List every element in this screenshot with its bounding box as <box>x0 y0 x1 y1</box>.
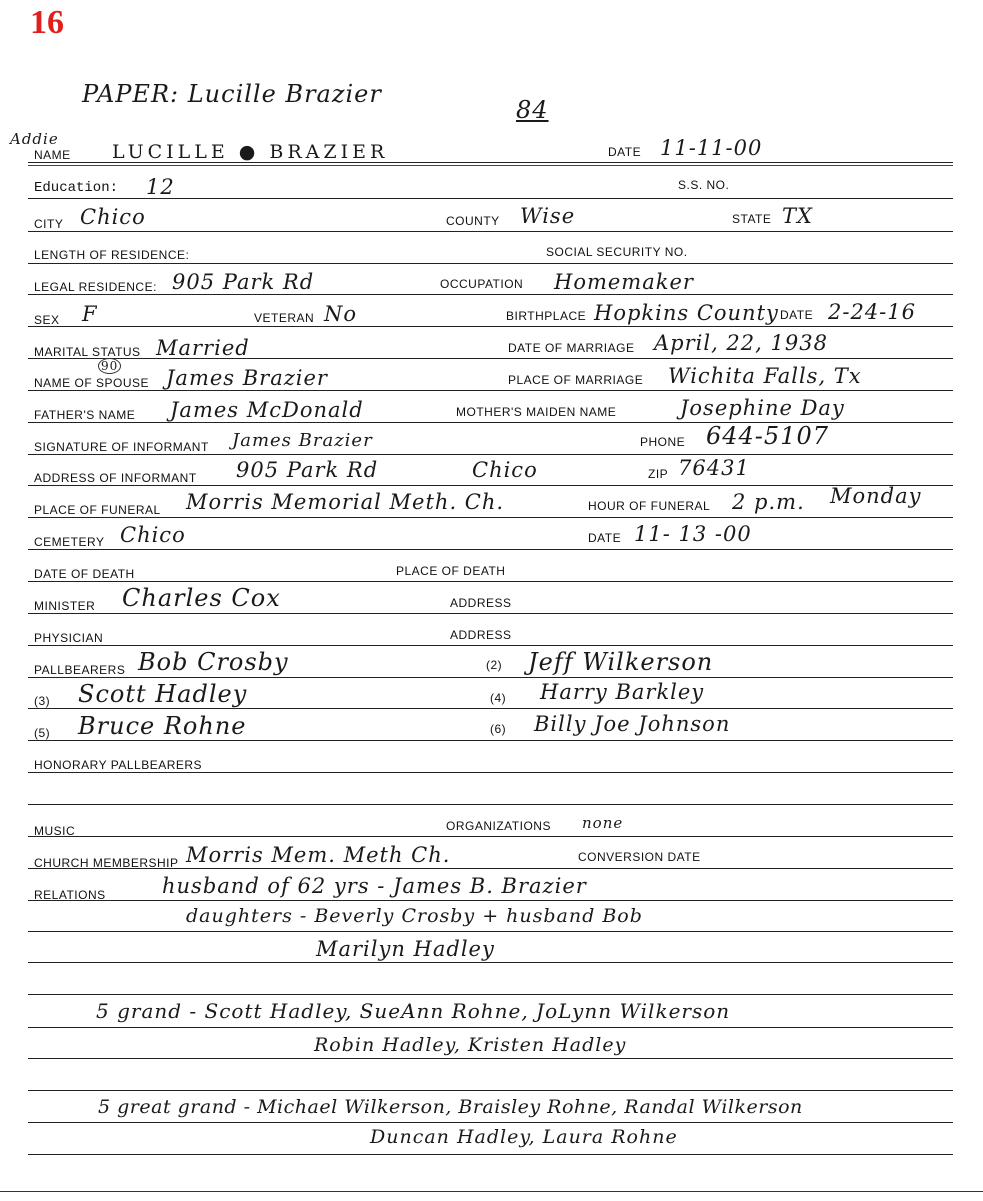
rule-relations-9 <box>28 1154 953 1155</box>
name-prefix: Addie <box>10 130 59 148</box>
funeral-hour-value: 2 p.m. <box>732 490 805 514</box>
pallbearer-num-6: (6) <box>490 722 507 736</box>
legal-label: LEGAL RESIDENCE: <box>34 280 157 294</box>
cemetery-date-value: 11- 13 -00 <box>634 522 752 546</box>
informant-addr-value: 905 Park Rd <box>236 458 379 482</box>
city-value: Chico <box>80 205 146 229</box>
rule-physician <box>28 645 953 646</box>
zip-value: 76431 <box>678 456 750 480</box>
physician-label: PHYSICIAN <box>34 631 104 645</box>
dom-value: April, 22, 1938 <box>654 331 828 355</box>
occupation-label: OCCUPATION <box>440 277 524 291</box>
rule-death <box>28 581 953 582</box>
pallbearer-num-3: (3) <box>34 694 51 708</box>
birth-date-value: 2-24-16 <box>828 300 916 324</box>
pallbearer-4: Harry Barkley <box>540 680 705 704</box>
minister-label: MINISTER <box>34 599 96 613</box>
pallbearer-num-2: (2) <box>486 658 503 672</box>
music-label: MUSIC <box>34 824 76 838</box>
date-value: 11-11-00 <box>660 136 763 160</box>
informant-sig-value: James Brazier <box>232 430 373 451</box>
mother-label: MOTHER'S MAIDEN NAME <box>456 405 617 419</box>
rule-relations-2 <box>28 931 953 932</box>
church-label: CHURCH MEMBERSHIP <box>34 856 179 870</box>
date-label: DATE <box>608 145 642 159</box>
dom-label: DATE OF MARRIAGE <box>508 341 635 355</box>
state-label: STATE <box>732 212 772 226</box>
informant-addr-label: ADDRESS OF INFORMANT <box>34 471 197 485</box>
pallbearer-3: Scott Hadley <box>78 680 248 708</box>
funeral-place-label: PLACE OF FUNERAL <box>34 503 161 517</box>
rule-address <box>28 485 953 486</box>
relations-line-7: Duncan Hadley, Laura Rohne <box>370 1126 678 1148</box>
spouse-age-note: 90 <box>98 358 121 374</box>
rule-relations-6 <box>28 1058 953 1059</box>
zip-label: ZIP <box>648 467 669 481</box>
education-label: Education: <box>34 180 119 196</box>
rule-relations-8 <box>28 1122 953 1123</box>
rule-spouse <box>28 390 953 391</box>
relations-line-5: Robin Hadley, Kristen Hadley <box>314 1034 627 1056</box>
phone-label: PHONE <box>640 435 686 449</box>
rule-signature <box>28 454 953 455</box>
relations-label: RELATIONS <box>34 888 106 902</box>
phone-value: 644-5107 <box>706 422 829 450</box>
physician-address-label: ADDRESS <box>450 628 512 642</box>
church-value: Morris Mem. Meth Ch. <box>186 843 451 867</box>
sex-value: F <box>82 302 98 326</box>
city-label: CITY <box>34 217 64 231</box>
rule-education <box>28 198 953 199</box>
rule-minister <box>28 613 953 614</box>
cemetery-value: Chico <box>120 523 186 547</box>
rule-relations-5 <box>28 1027 953 1028</box>
rule-relations-7 <box>28 1090 953 1091</box>
minister-value: Charles Cox <box>122 584 281 612</box>
relations-line-4: 5 grand - Scott Hadley, SueAnn Rohne, JoLynn Wilkerson <box>96 999 731 1023</box>
death-date-label: DATE OF DEATH <box>34 567 135 581</box>
cemetery-label: CEMETERY <box>34 535 105 549</box>
pallbearer-1: Bob Crosby <box>138 648 289 676</box>
ssn-label: SOCIAL SECURITY NO. <box>546 245 688 259</box>
pallbearer-2: Jeff Wilkerson <box>528 648 714 676</box>
page-bottom-border <box>0 1191 983 1192</box>
pallbearer-6: Billy Joe Johnson <box>534 712 731 736</box>
marital-label: MARITAL STATUS <box>34 345 141 359</box>
informant-addr-city: Chico <box>472 458 538 482</box>
occupation-value: Homemaker <box>554 270 694 294</box>
county-value: Wise <box>520 204 576 228</box>
rule-church <box>28 868 953 869</box>
marital-value: Married <box>156 336 250 360</box>
pallbearer-5: Bruce Rohne <box>78 712 247 740</box>
county-label: COUNTY <box>446 214 500 228</box>
rule-name <box>28 162 953 163</box>
page-number: 16 <box>30 4 64 41</box>
rule-pallbearers-2 <box>28 708 953 709</box>
rule-relations-3 <box>28 962 953 963</box>
state-value: TX <box>782 204 813 228</box>
rule-cemetery <box>28 549 953 550</box>
paper-line: PAPER: Lucille Brazier <box>82 80 382 108</box>
pom-value: Wichita Falls, Tx <box>668 364 862 388</box>
pallbearer-num-4: (4) <box>490 691 507 705</box>
relations-line-6: 5 great grand - Michael Wilkerson, Braisley Rohne, Randal Wilkerson <box>98 1096 803 1118</box>
father-value: James McDonald <box>170 398 364 422</box>
pallbearers-label: PALLBEARERS <box>34 663 126 677</box>
rule-city <box>28 231 953 232</box>
birthplace-label: BIRTHPLACE <box>506 309 587 323</box>
funeral-place-value: Morris Memorial Meth. Ch. <box>186 490 505 514</box>
informant-sig-label: SIGNATURE OF INFORMANT <box>34 440 209 454</box>
spouse-value: James Brazier <box>166 366 328 390</box>
record-number: 84 <box>516 96 549 124</box>
birth-date-label: DATE <box>780 308 814 322</box>
legal-value: 905 Park Rd <box>172 270 315 294</box>
spouse-label: NAME OF SPOUSE <box>34 376 150 390</box>
cemetery-date-label: DATE <box>588 531 622 545</box>
rule-honorary <box>28 772 953 773</box>
rule-music <box>28 836 953 837</box>
rule-residence <box>28 263 953 264</box>
rule-sex <box>28 326 953 327</box>
education-value: 12 <box>146 175 175 199</box>
organizations-value: none <box>582 814 624 832</box>
funeral-hour-label: HOUR OF FUNERAL <box>588 499 711 513</box>
rule-pallbearers-3 <box>28 740 953 741</box>
relations-line-2: daughters - Beverly Crosby + husband Bob <box>186 905 643 927</box>
rule-relations-4 <box>28 994 953 995</box>
honorary-label: HONORARY PALLBEARERS <box>34 758 203 772</box>
veteran-value: No <box>324 302 358 326</box>
pallbearer-num-5: (5) <box>34 726 51 740</box>
birthplace-value: Hopkins County <box>594 301 779 325</box>
conversion-label: CONVERSION DATE <box>578 850 701 864</box>
ss-no-label: S.S. NO. <box>678 178 730 192</box>
name-label: NAME <box>34 148 71 162</box>
relations-line-1: husband of 62 yrs - James B. Brazier <box>162 874 587 898</box>
pom-label: PLACE OF MARRIAGE <box>508 373 644 387</box>
residence-label: LENGTH OF RESIDENCE: <box>34 248 190 262</box>
rule-marital <box>28 358 953 359</box>
minister-address-label: ADDRESS <box>450 596 512 610</box>
death-place-label: PLACE OF DEATH <box>396 564 506 578</box>
mother-value: Josephine Day <box>680 396 845 420</box>
rule-legal <box>28 294 953 295</box>
father-label: FATHER'S NAME <box>34 408 136 422</box>
veteran-label: VETERAN <box>254 311 315 325</box>
organizations-label: ORGANIZATIONS <box>446 819 551 833</box>
rule-blank <box>28 804 953 805</box>
sex-label: SEX <box>34 313 60 327</box>
rule-relations-1 <box>28 900 953 901</box>
rule-pallbearers-1 <box>28 677 953 678</box>
relations-line-3: Marilyn Hadley <box>316 937 495 961</box>
name-value: LUCILLE ● BRAZIER <box>112 141 389 163</box>
rule-funeral <box>28 517 953 518</box>
funeral-day-value: Monday <box>830 484 922 508</box>
